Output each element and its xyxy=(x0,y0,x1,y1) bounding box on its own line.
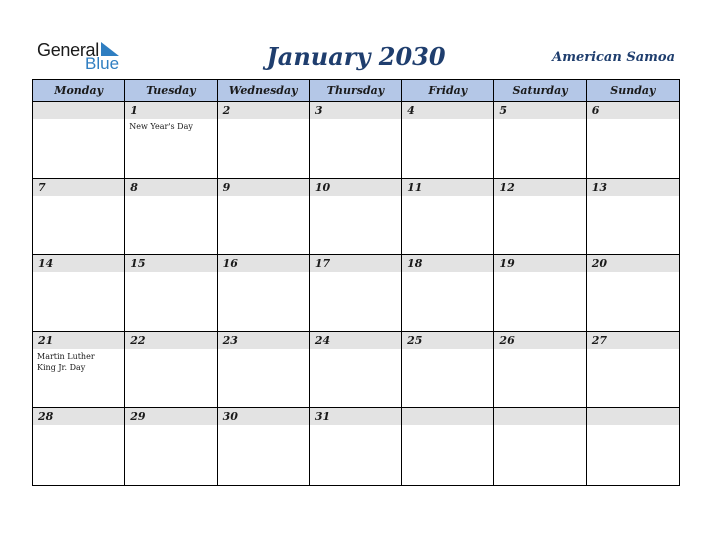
day-number: 10 xyxy=(314,180,331,194)
day-cell xyxy=(218,102,310,179)
day-header-strip xyxy=(587,408,679,425)
day-cell xyxy=(33,179,125,256)
day-cell xyxy=(218,332,310,409)
day-cell xyxy=(402,255,494,332)
day-number: 27 xyxy=(591,333,608,347)
day-number: 13 xyxy=(591,180,608,194)
day-number: 28 xyxy=(38,410,54,424)
day-header-strip xyxy=(33,102,124,119)
day-header-strip xyxy=(125,102,216,119)
day-number: 30 xyxy=(222,410,238,424)
day-cell xyxy=(310,102,402,179)
dow-header: Monday xyxy=(33,80,125,102)
day-cell xyxy=(125,408,217,485)
day-cell xyxy=(33,332,125,409)
day-number: 3 xyxy=(314,104,323,117)
day-cell xyxy=(402,102,494,179)
day-header-strip xyxy=(587,102,679,119)
day-cell xyxy=(310,408,402,485)
day-number: 22 xyxy=(130,333,146,347)
day-number: 9 xyxy=(222,180,231,194)
day-number: 25 xyxy=(407,333,423,347)
day-cell xyxy=(402,179,494,256)
day-header-strip xyxy=(494,408,585,425)
day-cell xyxy=(125,179,217,256)
dow-header: Wednesday xyxy=(218,80,310,102)
day-number: 7 xyxy=(38,180,46,194)
region-name: American Samoa xyxy=(552,50,675,65)
holiday-label: Martin Luther King Jr. Day xyxy=(37,351,95,372)
day-cell xyxy=(587,408,679,485)
day-number: 18 xyxy=(407,257,423,271)
day-cell xyxy=(218,255,310,332)
day-number: 8 xyxy=(130,180,138,194)
day-header-strip xyxy=(218,179,309,196)
day-number: 4 xyxy=(407,104,415,117)
day-number: 24 xyxy=(314,333,331,347)
day-number: 19 xyxy=(499,257,515,271)
day-header-strip xyxy=(402,408,493,425)
day-cell xyxy=(494,179,586,256)
day-number: 1 xyxy=(130,104,138,117)
day-number: 20 xyxy=(591,257,608,271)
day-header-strip xyxy=(310,102,401,119)
day-cell xyxy=(494,102,586,179)
day-cell xyxy=(125,332,217,409)
day-cell xyxy=(218,408,310,485)
day-number: 2 xyxy=(222,104,231,117)
day-cell xyxy=(310,255,402,332)
day-header-strip xyxy=(494,102,585,119)
day-number: 16 xyxy=(222,257,238,271)
day-cell xyxy=(125,102,217,179)
day-cell xyxy=(587,179,679,256)
day-number: 31 xyxy=(314,410,331,424)
day-header-strip xyxy=(218,102,309,119)
day-number: 11 xyxy=(407,180,423,194)
day-number: 5 xyxy=(499,104,508,117)
dow-header: Thursday xyxy=(310,80,402,102)
logo-general-text: General xyxy=(37,40,99,60)
day-cell xyxy=(33,102,125,179)
day-cell xyxy=(587,102,679,179)
day-cell xyxy=(33,255,125,332)
day-cell xyxy=(587,332,679,409)
day-cell xyxy=(310,179,402,256)
day-header-strip xyxy=(402,102,493,119)
day-header-strip xyxy=(125,179,216,196)
day-cell xyxy=(587,255,679,332)
day-cell xyxy=(402,408,494,485)
day-cell xyxy=(125,255,217,332)
day-cell xyxy=(494,408,586,485)
calendar-title: January 2030 xyxy=(266,42,446,71)
day-number: 17 xyxy=(314,257,331,271)
calendar-grid xyxy=(32,79,680,486)
day-number: 12 xyxy=(499,180,515,194)
day-number: 23 xyxy=(222,333,238,347)
day-cell xyxy=(33,408,125,485)
day-cell xyxy=(494,332,586,409)
day-header-strip xyxy=(33,179,124,196)
dow-header: Friday xyxy=(402,80,494,102)
day-cell xyxy=(310,332,402,409)
day-cell xyxy=(218,179,310,256)
day-number: 26 xyxy=(499,333,515,347)
dow-header: Tuesday xyxy=(125,80,217,102)
day-number: 29 xyxy=(130,410,146,424)
day-cell xyxy=(494,255,586,332)
day-number: 6 xyxy=(591,104,600,117)
day-cell xyxy=(402,332,494,409)
dow-header: Saturday xyxy=(494,80,586,102)
day-number: 21 xyxy=(38,333,54,347)
logo-blue-text: Blue xyxy=(85,54,120,73)
holiday-label: New Year's Day xyxy=(129,122,193,131)
day-number: 14 xyxy=(38,257,54,271)
dow-header: Sunday xyxy=(587,80,679,102)
day-number: 15 xyxy=(130,257,146,271)
